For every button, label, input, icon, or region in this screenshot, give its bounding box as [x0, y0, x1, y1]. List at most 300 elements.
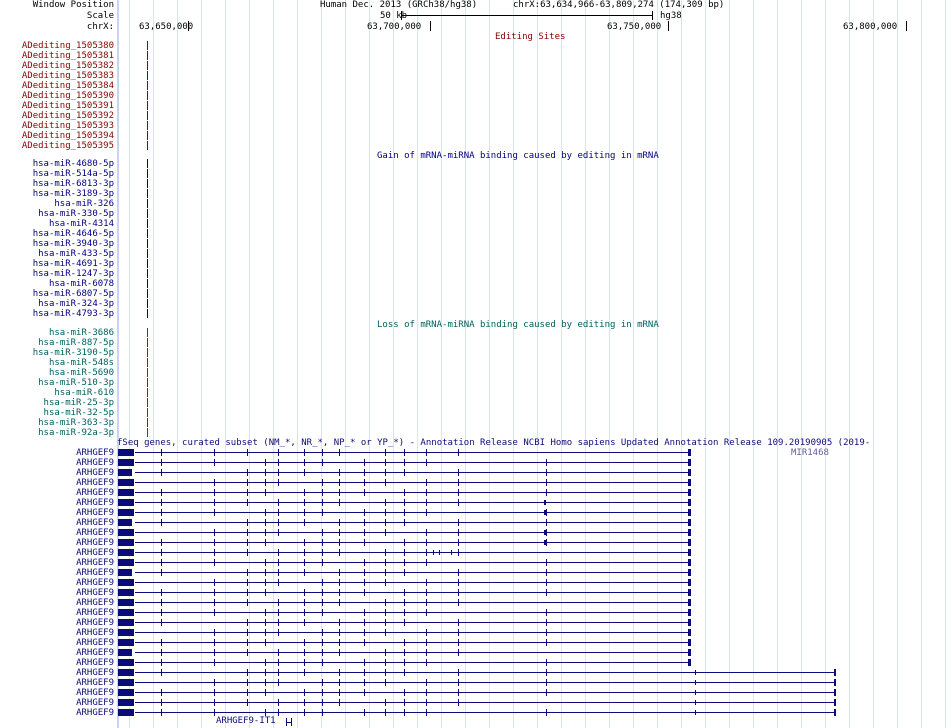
- gene-exon: [404, 699, 405, 706]
- gene-exon: [322, 479, 323, 486]
- gene-row-label[interactable]: ARHGEF9: [76, 698, 114, 708]
- gene-exon: [265, 659, 266, 666]
- gene-exon: [458, 689, 459, 696]
- track-canvas[interactable]: [117, 0, 950, 728]
- gene-row-label[interactable]: ARHGEF9: [76, 478, 114, 488]
- gene-exon: [322, 529, 323, 536]
- gene-row-label[interactable]: ARHGEF9: [76, 568, 114, 578]
- gene-exon: [404, 639, 405, 646]
- gene-exon: [458, 449, 459, 456]
- gene-exon: [458, 679, 459, 686]
- gene-exon: [546, 619, 547, 626]
- gene-exon: [304, 489, 305, 496]
- gene-exon: [404, 659, 405, 666]
- gene-exon: [214, 699, 215, 706]
- gain-mirna-label[interactable]: hsa-miR-1247-3p: [32, 269, 114, 279]
- gene-exon: [304, 559, 305, 566]
- gene-exon: [161, 469, 162, 476]
- gene-exon: [247, 679, 248, 686]
- gene-exon: [247, 469, 248, 476]
- gain-feature: [147, 209, 148, 218]
- gain-mirna-label[interactable]: hsa-miR-4793-3p: [32, 309, 114, 319]
- gene-exon: [385, 619, 386, 626]
- scale-assembly-label: hg38: [660, 11, 682, 21]
- gene-exon: [322, 539, 323, 546]
- gene-exon: [546, 589, 547, 596]
- gain-feature: [147, 229, 148, 238]
- gene-exon: [385, 709, 386, 716]
- gene-exon: [214, 659, 215, 666]
- gene-exon: [265, 639, 266, 646]
- gene-exon: [339, 589, 340, 596]
- gene-exon: [546, 679, 547, 686]
- gene-exon: [546, 479, 547, 486]
- gene-exon: [161, 599, 162, 606]
- gene-exon: [688, 449, 691, 456]
- gene-row-label[interactable]: ARHGEF9: [76, 598, 114, 608]
- gene-row-label[interactable]: ARHGEF9: [76, 638, 114, 648]
- gene-exon: [364, 669, 365, 676]
- gene-exon: [247, 529, 248, 536]
- gain-mirna-label[interactable]: hsa-miR-3940-3p: [32, 239, 114, 249]
- gene-exon: [544, 500, 546, 505]
- gene-exon: [161, 709, 162, 716]
- gene-row-label[interactable]: ARHGEF9: [76, 488, 114, 498]
- editing-site-label[interactable]: ADediting_1505381: [21, 51, 114, 61]
- gene-exon: [339, 519, 340, 526]
- gene-exon: [695, 690, 696, 695]
- gene-exon: [278, 499, 279, 506]
- gene-exon: [695, 670, 696, 675]
- gene-exon: [161, 499, 162, 506]
- gene-row-label[interactable]: ARHGEF9: [76, 608, 114, 618]
- editing-site-label[interactable]: ADediting_1505394: [21, 131, 114, 141]
- gene-exon: [458, 529, 459, 536]
- gene-exon: [404, 589, 405, 596]
- gene-exon: [546, 629, 547, 636]
- gene-exon: [688, 509, 691, 516]
- gene-exon: [688, 489, 691, 496]
- gene-exon: [278, 549, 279, 556]
- loss-mirna-label[interactable]: hsa-miR-92a-3p: [38, 428, 114, 438]
- gene-exon: [688, 539, 691, 546]
- gene-exon: [118, 549, 134, 556]
- gene-exon: [304, 539, 305, 546]
- gene-exon: [118, 629, 134, 636]
- gene-exon: [322, 649, 323, 656]
- gain-mirna-label[interactable]: hsa-miR-4314: [48, 219, 114, 229]
- editing-site-label[interactable]: ADediting_1505391: [21, 101, 114, 111]
- gene-exon: [385, 559, 386, 566]
- gene-exon: [546, 689, 547, 696]
- editing-site-feature: [147, 121, 148, 130]
- gene-exon: [458, 479, 459, 486]
- gene-exon: [339, 549, 340, 556]
- gene-row-label[interactable]: ARHGEF9: [76, 558, 114, 568]
- gene-exon: [546, 559, 547, 566]
- gene-exon: [688, 479, 691, 486]
- gene-exon: [278, 629, 279, 636]
- editing-site-feature: [147, 141, 148, 150]
- gene-exon: [439, 550, 440, 555]
- gene-exon: [458, 669, 459, 676]
- gain-track-title: Gain of mRNA-miRNA binding caused by editing in mRNA: [377, 151, 659, 161]
- gene-exon: [695, 700, 696, 705]
- gene-exon: [426, 579, 427, 586]
- gene-exon: [404, 619, 405, 626]
- gene-exon: [214, 689, 215, 696]
- window-position-label: Window Position: [32, 0, 114, 10]
- gain-mirna-label[interactable]: hsa-miR-4691-3p: [32, 259, 114, 269]
- gene-exon: [426, 699, 427, 706]
- loss-feature: [147, 348, 148, 357]
- gene-exon: [278, 609, 279, 616]
- gene-exon: [322, 679, 323, 686]
- gene-exon: [834, 689, 836, 696]
- gene-exon: [688, 589, 691, 596]
- gene-exon: [161, 669, 162, 676]
- gain-mirna-label[interactable]: hsa-miR-326: [54, 199, 114, 209]
- gene-exon: [118, 539, 134, 546]
- loss-mirna-label[interactable]: hsa-miR-887-5p: [38, 338, 114, 348]
- gene-exon: [118, 639, 134, 646]
- editing-site-feature: [147, 101, 148, 110]
- gene-exon: [339, 649, 340, 656]
- gene-exon: [265, 489, 266, 496]
- gene-row-label[interactable]: ARHGEF9: [76, 658, 114, 668]
- gene-exon: [247, 699, 248, 706]
- gene-exon: [458, 489, 459, 496]
- editing-site-label[interactable]: ADediting_1505390: [21, 91, 114, 101]
- gene-exon: [278, 479, 279, 486]
- gene-exon: [458, 629, 459, 636]
- gene-exon: [385, 669, 386, 676]
- gene-exon: [688, 469, 691, 476]
- editing-site-label[interactable]: ADediting_1505393: [21, 121, 114, 131]
- gain-feature: [147, 299, 148, 308]
- gene-exon: [385, 679, 386, 686]
- gene-exon: [322, 659, 323, 666]
- gain-mirna-label[interactable]: hsa-miR-4646-5p: [32, 229, 114, 239]
- loss-mirna-label[interactable]: hsa-miR-510-3p: [38, 378, 114, 388]
- gene-exon: [247, 639, 248, 646]
- gene-exon: [404, 709, 405, 716]
- gene-exon: [688, 639, 691, 646]
- gene-exon: [458, 569, 459, 576]
- gene-exon: [304, 499, 305, 506]
- loss-mirna-label[interactable]: hsa-miR-32-5p: [43, 408, 114, 418]
- gene-exon: [265, 519, 266, 526]
- gene-exon: [304, 519, 305, 526]
- gene-row-label[interactable]: ARHGEF9: [76, 448, 114, 458]
- gene-exon: [688, 499, 691, 506]
- gene-exon: [304, 509, 305, 516]
- gain-feature: [147, 189, 148, 198]
- gene-exon: [404, 609, 405, 616]
- gene-row-label[interactable]: ARHGEF9: [76, 678, 114, 688]
- gene-exon: [458, 539, 459, 546]
- gene-exon: [364, 629, 365, 636]
- editing-site-label[interactable]: ADediting_1505382: [21, 61, 114, 71]
- gene-exon: [404, 499, 405, 506]
- scale-label: Scale: [86, 11, 114, 21]
- editing-site-feature: [147, 41, 148, 50]
- gene-exon: [322, 459, 323, 466]
- gene-exon: [364, 589, 365, 596]
- gene-exon: [426, 629, 427, 636]
- gene-exon: [118, 699, 134, 706]
- gene-exon: [364, 709, 365, 716]
- gene-exon: [364, 609, 365, 616]
- gene-exon: [404, 489, 405, 496]
- gene-exon: [278, 529, 279, 536]
- loss-mirna-label[interactable]: hsa-miR-363-3p: [38, 418, 114, 428]
- gene-exon: [458, 619, 459, 626]
- gene-exon: [688, 619, 691, 626]
- gene-exon: [161, 559, 162, 566]
- editing-site-label[interactable]: ADediting_1505395: [21, 141, 114, 151]
- loss-feature: [147, 418, 148, 427]
- gene-exon: [214, 589, 215, 596]
- gene-exon: [214, 709, 215, 716]
- gene-exon: [688, 579, 691, 586]
- gene-exon: [426, 489, 427, 496]
- gene-row-label[interactable]: ARHGEF9: [76, 708, 114, 718]
- gene-exon: [322, 629, 323, 636]
- gain-mirna-label[interactable]: hsa-miR-6813-3p: [32, 179, 114, 189]
- gene-row-label[interactable]: ARHGEF9: [76, 628, 114, 638]
- loss-mirna-label[interactable]: hsa-miR-548s: [48, 358, 114, 368]
- gene-exon: [546, 659, 547, 666]
- gain-mirna-label[interactable]: hsa-miR-6078: [48, 279, 114, 289]
- gene-exon: [214, 549, 215, 556]
- gene-row-label[interactable]: ARHGEF9: [76, 618, 114, 628]
- gain-feature: [147, 179, 148, 188]
- gene-row-label[interactable]: ARHGEF9: [76, 688, 114, 698]
- gene-exon: [161, 549, 162, 556]
- gene-exon: [364, 559, 365, 566]
- gene-exon: [265, 559, 266, 566]
- gene-exon: [278, 559, 279, 566]
- loss-mirna-label[interactable]: hsa-miR-3190-5p: [32, 348, 114, 358]
- gene-exon: [688, 559, 691, 566]
- loss-feature: [147, 388, 148, 397]
- gene-exon: [385, 479, 386, 486]
- gene-exon: [695, 710, 696, 715]
- gene-row-label[interactable]: ARHGEF9: [76, 668, 114, 678]
- loss-mirna-label[interactable]: hsa-miR-25-3p: [43, 398, 114, 408]
- gene-row-label[interactable]: ARHGEF9: [76, 588, 114, 598]
- gene-row-label[interactable]: ARHGEF9: [76, 548, 114, 558]
- gain-mirna-label[interactable]: hsa-miR-3189-3p: [32, 189, 114, 199]
- gene-exon: [404, 459, 405, 466]
- gene-exon: [546, 469, 547, 476]
- ruler-tick-label: 63,750,000: [607, 22, 662, 32]
- gene-exon: [688, 599, 691, 606]
- loss-track-title: Loss of mRNA-miRNA binding caused by editing in mRNA: [377, 320, 659, 330]
- gene-row-label[interactable]: ARHGEF9: [76, 528, 114, 538]
- gene-exon: [247, 689, 248, 696]
- gene-exon: [265, 589, 266, 596]
- gain-mirna-label[interactable]: hsa-miR-4680-5p: [32, 159, 114, 169]
- editing-site-label[interactable]: ADediting_1505383: [21, 71, 114, 81]
- gene-exon: [265, 579, 266, 586]
- gene-exon: [404, 559, 405, 566]
- gene-exon: [426, 609, 427, 616]
- genome-browser-image[interactable]: [117, 0, 950, 728]
- loss-feature: [147, 328, 148, 337]
- gene-exon: [404, 509, 405, 516]
- gene-exon: [304, 699, 305, 706]
- gene-exon: [546, 509, 547, 516]
- gene-exon: [118, 609, 134, 616]
- gene-exon: [688, 569, 691, 576]
- gene-exon: [322, 559, 323, 566]
- gene-exon: [161, 489, 162, 496]
- gene-exon: [458, 499, 459, 506]
- gene-exon: [404, 549, 405, 556]
- gene-exon: [426, 689, 427, 696]
- gene-exon: [385, 659, 386, 666]
- gain-mirna-label[interactable]: hsa-miR-6807-5p: [32, 289, 114, 299]
- gene-exon: [278, 449, 279, 456]
- gene-exon: [339, 489, 340, 496]
- loss-mirna-label[interactable]: hsa-miR-5690: [48, 368, 114, 378]
- gene-exon: [118, 579, 134, 586]
- mir1468-label: MIR1468: [791, 448, 829, 458]
- gene-exon: [214, 639, 215, 646]
- gene-row-label[interactable]: ARHGEF9: [76, 498, 114, 508]
- gene-exon: [544, 540, 546, 545]
- scale-bar-label: 50 kb: [380, 11, 408, 21]
- gene-row-label[interactable]: ARHGEF9: [76, 468, 114, 478]
- editing-site-label[interactable]: ADediting_1505384: [21, 81, 114, 91]
- gene-exon: [304, 609, 305, 616]
- gene-exon: [278, 569, 279, 576]
- gene-exon: [385, 459, 386, 466]
- gene-exon: [265, 569, 266, 576]
- gene-exon: [247, 629, 248, 636]
- editing-site-label[interactable]: ADediting_1505392: [21, 111, 114, 121]
- gene-exon: [688, 659, 691, 666]
- gene-track-title: fSeq genes, curated subset (NM_*, NR_*, NP_* or YP_*) - Annotation Release NCBI Homo sapiens Updated Annotation Release 109.20190905 (2019-: [117, 438, 871, 448]
- gain-feature: [147, 239, 148, 248]
- gene-exon: [278, 649, 279, 656]
- gene-exon: [161, 659, 162, 666]
- gene-exon: [546, 529, 547, 536]
- loss-mirna-label[interactable]: hsa-miR-610: [54, 388, 114, 398]
- gene-exon: [278, 579, 279, 586]
- gene-exon: [688, 649, 691, 656]
- gene-exon: [688, 629, 691, 636]
- gene-exon: [433, 550, 434, 555]
- gene-exon: [339, 469, 340, 476]
- loss-mirna-label[interactable]: hsa-miR-3686: [48, 328, 114, 338]
- gene-exon: [161, 569, 162, 576]
- gene-exon: [339, 449, 340, 456]
- gene-exon: [247, 519, 248, 526]
- gene-exon: [304, 639, 305, 646]
- gene-exon: [265, 609, 266, 616]
- loss-feature: [147, 358, 148, 367]
- editing-site-feature: [147, 71, 148, 80]
- gene-exon: [385, 509, 386, 516]
- gene-exon: [247, 569, 248, 576]
- gene-exon: [339, 669, 340, 676]
- gene-exon: [339, 599, 340, 606]
- gene-exon: [278, 659, 279, 666]
- gene-row-label[interactable]: ARHGEF9: [76, 518, 114, 528]
- gene-exon: [385, 519, 386, 526]
- gene-exon: [265, 709, 266, 716]
- gene-exon: [339, 699, 340, 706]
- gene-exon: [339, 539, 340, 546]
- gain-mirna-label[interactable]: hsa-miR-330-5p: [38, 209, 114, 219]
- gene-row-label[interactable]: ARHGEF9: [76, 458, 114, 468]
- gene-exon: [544, 530, 546, 535]
- gene-exon: [404, 539, 405, 546]
- loss-feature: [147, 428, 148, 437]
- gene-exon: [247, 539, 248, 546]
- gene-exon: [426, 559, 427, 566]
- gene-exon: [458, 589, 459, 596]
- gene-exon: [322, 589, 323, 596]
- gene-exon: [458, 549, 459, 556]
- track-label-panel[interactable]: [0, 0, 117, 728]
- gene-exon: [385, 499, 386, 506]
- loss-feature: [147, 368, 148, 377]
- ruler-tick-label: 63,700,000: [367, 22, 422, 32]
- gene-exon: [544, 510, 546, 515]
- gene-row-label[interactable]: ARHGEF9: [76, 508, 114, 518]
- gain-mirna-label[interactable]: hsa-miR-433-5p: [38, 249, 114, 259]
- gene-exon: [834, 679, 836, 686]
- gene-exon: [688, 459, 691, 466]
- gene-exon: [404, 519, 405, 526]
- gene-exon: [118, 449, 134, 456]
- gene-exon: [118, 659, 134, 666]
- gene-exon: [426, 479, 427, 486]
- gene-exon: [426, 529, 427, 536]
- gene-exon: [426, 709, 427, 716]
- gene-exon: [426, 649, 427, 656]
- gene-exon: [404, 689, 405, 696]
- gain-mirna-label[interactable]: hsa-miR-514a-5p: [32, 169, 114, 179]
- gene-exon: [265, 539, 266, 546]
- editing-site-label[interactable]: ADediting_1505380: [21, 41, 114, 51]
- gene-exon: [404, 649, 405, 656]
- gene-exon: [364, 479, 365, 486]
- gene-exon: [161, 539, 162, 546]
- gain-mirna-label[interactable]: hsa-miR-324-3p: [38, 299, 114, 309]
- gene-exon: [426, 549, 427, 556]
- gene-exon: [265, 529, 266, 536]
- gene-exon: [118, 459, 134, 466]
- gene-exon: [426, 449, 427, 456]
- gene-exon: [385, 699, 386, 706]
- gene-exon: [339, 569, 340, 576]
- ruler-tick-label: 63,800,000: [843, 22, 898, 32]
- gene-row-label[interactable]: ARHGEF9: [76, 538, 114, 548]
- gene-exon: [214, 539, 215, 546]
- gene-exon: [322, 699, 323, 706]
- gene-exon: [118, 709, 134, 716]
- gene-row-label[interactable]: ARHGEF9: [76, 648, 114, 658]
- gene-row-label[interactable]: ARHGEF9: [76, 578, 114, 588]
- gene-exon: [339, 579, 340, 586]
- gene-exon: [426, 659, 427, 666]
- gene-exon: [265, 679, 266, 686]
